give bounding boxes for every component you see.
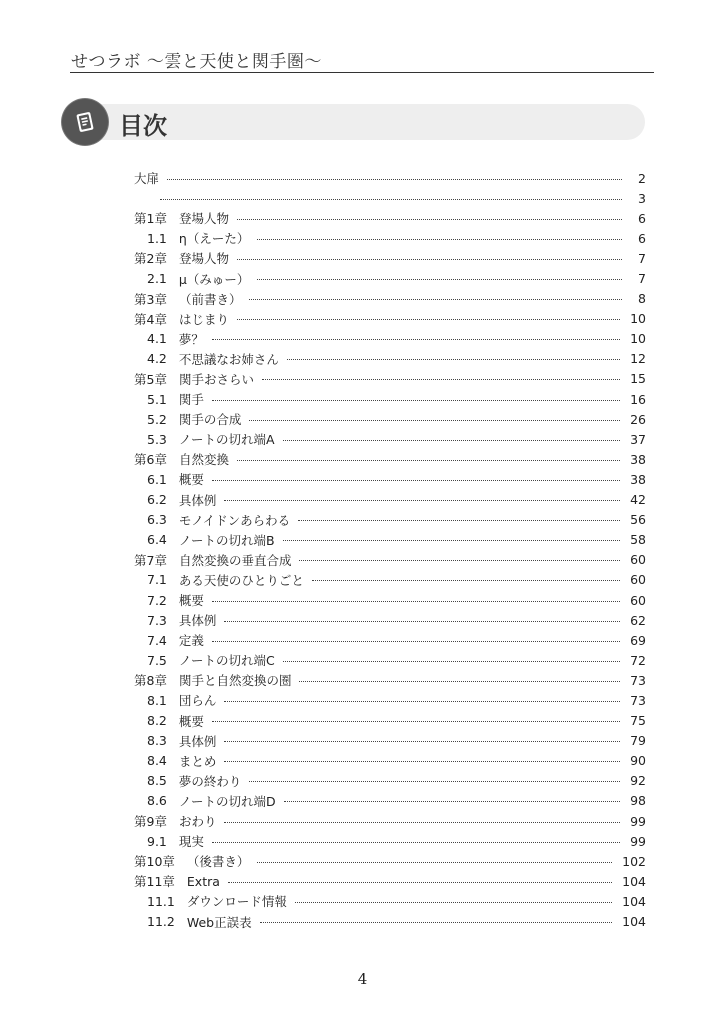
toc-entry[interactable] — [134, 469, 646, 489]
toc-entry-number: 第8章 — [134, 673, 167, 689]
toc-entry-page: 104 — [622, 914, 646, 930]
toc-entry-title: ダウンロード情報 — [186, 894, 287, 910]
toc-entry-title: はじまり — [178, 311, 229, 327]
toc-entry[interactable] — [134, 409, 646, 429]
toc-leader-dots — [299, 560, 620, 561]
toc-entry[interactable] — [134, 550, 646, 570]
toc-entry-number: 7.5 — [147, 652, 167, 668]
toc-entry[interactable] — [134, 711, 646, 731]
toc-leader-dots — [249, 299, 622, 300]
toc-leader-dots — [224, 761, 620, 762]
toc-entry-title: 関手と自然変換の圏 — [178, 673, 292, 689]
toc-entry[interactable] — [134, 309, 646, 329]
toc-entry-number: 9.1 — [147, 833, 167, 849]
toc-entry-page: 10 — [630, 311, 646, 327]
toc-entry-page: 38 — [630, 451, 646, 467]
toc-entry[interactable] — [134, 490, 646, 510]
toc-entry-title: ノートの切れ端C — [178, 653, 275, 669]
toc-leader-dots — [295, 902, 612, 903]
toc-leader-dots — [284, 801, 620, 802]
toc-entry-number: 8.5 — [147, 773, 167, 789]
toc-leader-dots — [298, 520, 620, 521]
toc-leader-dots — [257, 279, 622, 280]
toc-entry-title: ノートの切れ端D — [178, 793, 276, 809]
toc-entry-number: 4.2 — [147, 351, 167, 367]
toc-entry-title: ある天使のひとりごと — [178, 572, 304, 588]
toc-entry-title: 登場人物 — [178, 251, 229, 267]
toc-entry-page: 15 — [630, 371, 646, 387]
toc-entry-number: 8.2 — [147, 713, 167, 729]
toc-entry[interactable] — [134, 610, 646, 630]
toc-leader-dots — [212, 400, 620, 401]
toc-entry-page: 73 — [630, 692, 646, 708]
toc-entry[interactable] — [134, 208, 646, 228]
toc-entry-number: 7.1 — [147, 572, 167, 588]
toc-entry[interactable] — [134, 268, 646, 288]
toc-entry[interactable] — [134, 449, 646, 469]
toc-entry-title: 関手の合成 — [178, 412, 242, 428]
toc-entry-page: 99 — [630, 833, 646, 849]
toc-leader-dots — [224, 822, 620, 823]
toc-entry[interactable] — [134, 248, 646, 268]
toc-entry[interactable] — [134, 731, 646, 751]
toc-entry[interactable] — [134, 911, 646, 931]
toc-entry-number: 5.1 — [147, 391, 167, 407]
toc-entry-page: 58 — [630, 532, 646, 548]
toc-leader-dots — [312, 580, 620, 581]
toc-leader-dots — [237, 460, 620, 461]
toc-heading: 目次 — [119, 112, 167, 140]
toc-entry[interactable] — [134, 188, 646, 208]
toc-entry-page: 75 — [630, 713, 646, 729]
toc-leader-dots — [260, 922, 613, 923]
toc-entry-title: 夢？ — [178, 331, 204, 347]
toc-entry-page: 60 — [630, 552, 646, 568]
toc-entry-title: 概要 — [178, 713, 204, 729]
toc-entry-title: Extra — [186, 873, 220, 889]
toc-leader-dots — [257, 862, 612, 863]
toc-leader-dots — [283, 440, 621, 441]
toc-entry[interactable] — [134, 751, 646, 771]
toc-entry-number: 6.4 — [147, 532, 167, 548]
toc-entry-page: 90 — [630, 753, 646, 769]
toc-entry-title: 不思議なお姉さん — [178, 351, 279, 367]
toc-entry-page: 60 — [630, 572, 646, 588]
toc-entry-title: 自然変換の垂直合成 — [178, 552, 292, 568]
toc-entry[interactable] — [134, 349, 646, 369]
toc-entry[interactable] — [134, 590, 646, 610]
toc-entry[interactable] — [134, 329, 646, 349]
toc-entry-page: 8 — [638, 291, 646, 307]
toc-entry-title: 概要 — [178, 593, 204, 609]
toc-entry[interactable] — [134, 811, 646, 831]
toc-entry-title: 登場人物 — [178, 211, 229, 227]
toc-entry-title: ノートの切れ端B — [178, 532, 275, 548]
toc-leader-dots — [224, 500, 620, 501]
toc-entry-number: 5.3 — [147, 431, 167, 447]
toc-entry-page: 42 — [630, 492, 646, 508]
toc-entry-title: 自然変換 — [178, 452, 229, 468]
toc-entry-page: 69 — [630, 632, 646, 648]
toc-leader-dots — [224, 741, 620, 742]
toc-leader-dots — [237, 259, 622, 260]
toc-entry-page: 6 — [638, 210, 646, 226]
toc-entry-number: 大扉 — [134, 171, 160, 187]
toc-entry[interactable] — [134, 891, 646, 911]
toc-entry[interactable] — [134, 670, 646, 690]
toc-entry-number: 第7章 — [134, 552, 167, 568]
toc-entry-title: 概要 — [178, 472, 204, 488]
toc-entry-title: まとめ — [178, 753, 217, 769]
toc-entry-number: 第9章 — [134, 814, 167, 830]
toc-entry-title: 現実 — [178, 834, 204, 850]
toc-entry[interactable] — [134, 831, 646, 851]
toc-entry-page: 37 — [630, 431, 646, 447]
toc-entry-number: 11.1 — [147, 893, 175, 909]
book-icon — [62, 99, 108, 145]
toc-entry-page: 16 — [630, 391, 646, 407]
toc-entry-title: 団らん — [178, 693, 217, 709]
toc-leader-dots — [237, 219, 622, 220]
toc-entry[interactable] — [134, 630, 646, 650]
toc-entry[interactable] — [134, 570, 646, 590]
toc-leader-dots — [287, 359, 620, 360]
toc-entry[interactable] — [134, 510, 646, 530]
toc-entry-number: 8.6 — [147, 793, 167, 809]
toc-entry[interactable] — [134, 851, 646, 871]
toc-entry-title: おわり — [178, 814, 217, 830]
toc-entry-page: 98 — [630, 793, 646, 809]
table-of-contents — [134, 168, 646, 932]
toc-leader-dots — [224, 701, 620, 702]
toc-entry-page: 73 — [630, 672, 646, 688]
toc-entry[interactable] — [134, 168, 646, 188]
toc-leader-dots — [299, 681, 620, 682]
toc-entry-title: 定義 — [178, 633, 204, 649]
toc-entry-page: 38 — [630, 471, 646, 487]
toc-entry-number: 7.4 — [147, 632, 167, 648]
toc-entry-number: 5.2 — [147, 411, 167, 427]
toc-leader-dots — [212, 641, 620, 642]
toc-entry-page: 92 — [630, 773, 646, 789]
toc-entry-number: 2.1 — [147, 271, 167, 287]
toc-entry-page: 72 — [630, 652, 646, 668]
toc-entry[interactable] — [134, 690, 646, 710]
toc-leader-dots — [212, 842, 620, 843]
toc-entry-title: ノートの切れ端A — [178, 432, 275, 448]
toc-entry-page: 56 — [630, 512, 646, 528]
toc-entry-page: 6 — [638, 230, 646, 246]
toc-leader-dots — [212, 721, 620, 722]
toc-entry-page: 60 — [630, 592, 646, 608]
toc-entry[interactable] — [134, 771, 646, 791]
toc-leader-dots — [262, 379, 620, 380]
toc-entry-title: 具体例 — [178, 492, 217, 508]
toc-entry-number: 第2章 — [134, 251, 167, 267]
toc-entry-title: 関手おさらい — [178, 371, 254, 387]
toc-entry-number: 第3章 — [134, 291, 167, 307]
toc-entry-number: 6.3 — [147, 512, 167, 528]
toc-leader-dots — [224, 621, 620, 622]
toc-entry-number: 1.1 — [147, 230, 167, 246]
toc-entry-page: 62 — [630, 612, 646, 628]
toc-entry-number: 8.3 — [147, 733, 167, 749]
toc-leader-dots — [237, 319, 620, 320]
running-header-title: せつラボ 〜雲と天使と関手圏〜 — [71, 52, 322, 72]
toc-entry-number: 6.2 — [147, 492, 167, 508]
toc-entry-page: 3 — [638, 190, 646, 206]
toc-entry-number: 7.2 — [147, 592, 167, 608]
toc-entry-page: 26 — [630, 411, 646, 427]
toc-entry-page: 7 — [638, 271, 646, 287]
toc-entry-number: 6.1 — [147, 471, 167, 487]
toc-leader-dots — [212, 480, 620, 481]
toc-entry-page: 104 — [622, 873, 646, 889]
header-divider — [70, 72, 654, 73]
toc-entry[interactable] — [134, 228, 646, 248]
toc-entry[interactable] — [134, 369, 646, 389]
toc-leader-dots — [167, 179, 622, 180]
toc-entry-page: 12 — [630, 351, 646, 367]
toc-leader-dots — [283, 661, 620, 662]
toc-entry-title: 関手 — [178, 392, 204, 408]
toc-entry-page: 10 — [630, 331, 646, 347]
page-number: 4 — [357, 970, 368, 988]
toc-entry[interactable] — [134, 289, 646, 309]
toc-leader-dots — [212, 339, 620, 340]
toc-entry-title: μ（みゅー） — [178, 271, 250, 287]
toc-entry-page: 99 — [630, 813, 646, 829]
toc-entry-title: 夢の終わり — [178, 773, 242, 789]
toc-entry[interactable] — [134, 871, 646, 891]
toc-entry[interactable] — [134, 389, 646, 409]
toc-leader-dots — [249, 781, 620, 782]
toc-entry-title: Web正誤表 — [186, 914, 252, 930]
toc-entry-number: 4.1 — [147, 331, 167, 347]
toc-entry-number: 7.3 — [147, 612, 167, 628]
toc-entry[interactable] — [134, 429, 646, 449]
toc-entry-title: （前書き） — [178, 291, 242, 307]
toc-entry-title: モノイドンあらわる — [178, 512, 291, 528]
toc-entry-number: 8.4 — [147, 753, 167, 769]
toc-entry-page: 7 — [638, 250, 646, 266]
toc-entry-title: 具体例 — [178, 733, 217, 749]
toc-leader-dots — [249, 420, 620, 421]
toc-leader-dots — [228, 882, 612, 883]
toc-entry-page: 79 — [630, 733, 646, 749]
toc-entry[interactable] — [134, 530, 646, 550]
toc-entry-page: 104 — [622, 893, 646, 909]
toc-entry-number: 第1章 — [134, 211, 167, 227]
toc-leader-dots — [283, 540, 621, 541]
toc-entry-title: 具体例 — [178, 613, 217, 629]
toc-entry[interactable] — [134, 650, 646, 670]
toc-entry-number: 第11章 — [134, 874, 175, 890]
toc-entry-number: 第10章 — [134, 854, 175, 870]
toc-entry-page: 2 — [638, 170, 646, 186]
toc-leader-dots — [212, 601, 620, 602]
toc-entry-number: 第6章 — [134, 452, 167, 468]
toc-entry[interactable] — [134, 791, 646, 811]
toc-entry-title: （後書き） — [186, 854, 250, 870]
toc-entry-number: 11.2 — [147, 914, 175, 930]
toc-leader-dots — [160, 199, 622, 200]
toc-entry-title: η（えーた） — [178, 231, 250, 247]
toc-leader-dots — [257, 239, 622, 240]
toc-entry-number: 8.1 — [147, 692, 167, 708]
toc-entry-number: 第4章 — [134, 311, 167, 327]
toc-entry-number: 第5章 — [134, 371, 167, 387]
toc-entry-page: 102 — [622, 853, 646, 869]
